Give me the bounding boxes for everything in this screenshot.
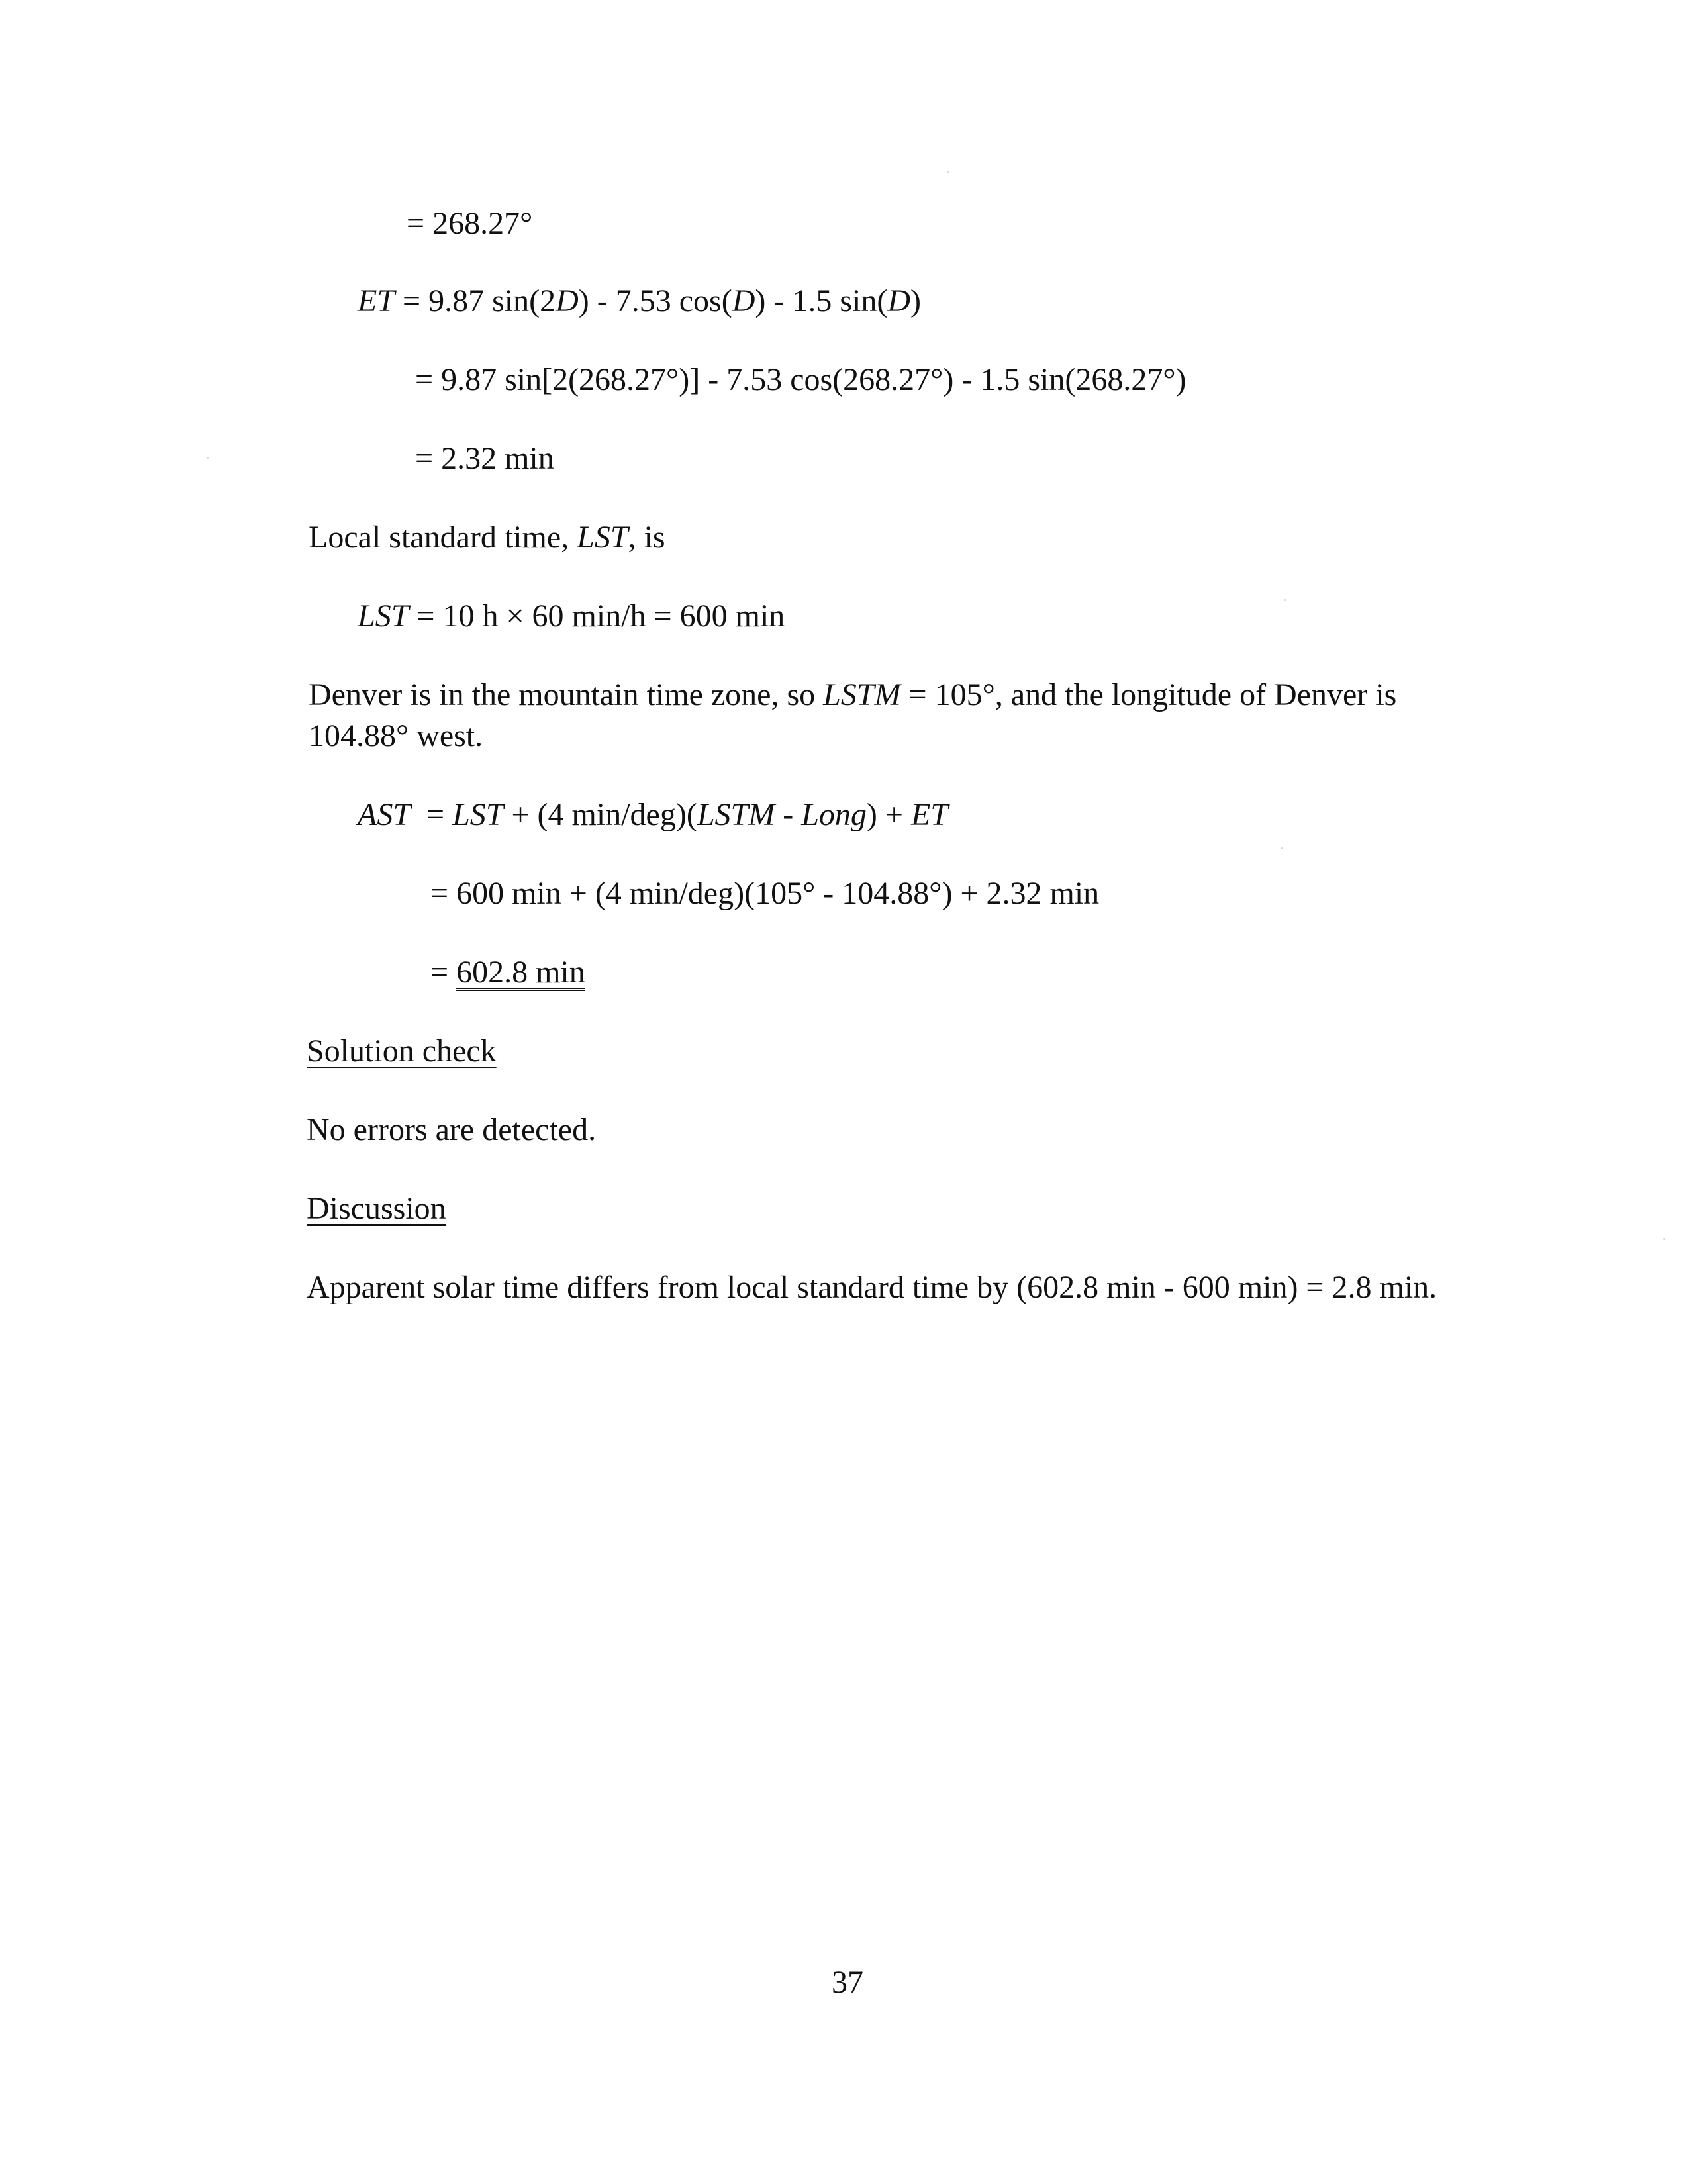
et-formula-part: ) xyxy=(910,283,921,318)
denver-line-2 xyxy=(309,716,483,756)
solution-check-heading-text: Solution check xyxy=(307,1033,497,1068)
solution-check-body: No errors are detected. xyxy=(307,1112,597,1147)
ast-result-line xyxy=(430,953,585,992)
ast-result-eq: = xyxy=(430,955,457,990)
ast-formula-part: ) + xyxy=(866,797,911,832)
et-result-text: = 2.32 min xyxy=(415,441,554,476)
ast-formula-var: LSTM xyxy=(697,797,775,832)
et-label: ET xyxy=(358,283,395,318)
ast-substituted-line xyxy=(430,874,1099,914)
discussion-heading xyxy=(307,1189,446,1229)
lst-intro-text: , is xyxy=(628,520,665,555)
ast-label: AST xyxy=(358,797,411,832)
ast-formula-part: - xyxy=(775,797,802,832)
lst-intro-text: Local standard time, xyxy=(309,520,577,555)
ast-formula-part: = xyxy=(411,797,453,832)
ast-formula-var: ET xyxy=(910,797,948,832)
discussion-body: Apparent solar time differs from local standard time by (602.8 min - 600 min) = 2.8 min. xyxy=(307,1270,1437,1305)
lst-formula-text: = 10 h × 60 min/h = 600 min xyxy=(409,598,785,634)
d-result-line xyxy=(407,204,532,244)
lst-formula-line xyxy=(358,596,785,636)
et-substituted-line xyxy=(415,360,1186,400)
ast-formula-var: Long xyxy=(801,797,867,832)
ast-formula-line xyxy=(358,795,948,835)
et-formula-var: D xyxy=(732,283,755,318)
ast-substituted-text: = 600 min + (4 min/deg)(105° - 104.88°) + 2.32 min xyxy=(430,876,1100,911)
ast-formula-var: LST xyxy=(452,797,504,832)
ast-result-value: 602.8 min xyxy=(456,955,585,990)
solution-check-heading xyxy=(307,1031,497,1071)
et-result-line xyxy=(415,439,554,479)
solution-check-text xyxy=(307,1110,596,1150)
discussion-heading-text: Discussion xyxy=(307,1191,446,1226)
lst-intro-line xyxy=(309,518,665,557)
denver-text: 104.88° west. xyxy=(309,718,483,753)
et-formula-var: D xyxy=(887,283,911,318)
denver-text: = 105°, and the longitude of Denver is xyxy=(900,677,1397,712)
scan-speck xyxy=(1284,599,1286,601)
lst-label: LST xyxy=(358,598,409,634)
page-number: 37 xyxy=(832,1965,863,2000)
et-formula-part: ) - 1.5 sin( xyxy=(755,283,888,318)
ast-formula-part: + (4 min/deg)( xyxy=(503,797,697,832)
lst-intro-var: LST xyxy=(577,520,628,555)
scan-speck xyxy=(207,457,209,459)
et-formula-part: ) - 7.53 cos( xyxy=(578,283,732,318)
et-formula-part: = 9.87 sin(2 xyxy=(395,283,556,318)
et-substituted-text: = 9.87 sin[2(268.27°)] - 7.53 cos(268.27°) - 1.5 sin(268.27°) xyxy=(415,362,1186,397)
d-result-text: = 268.27° xyxy=(407,206,533,241)
denver-var: LSTM xyxy=(823,677,901,712)
denver-line-1 xyxy=(309,675,1396,715)
denver-text: Denver is in the mountain time zone, so xyxy=(309,677,824,712)
et-formula-line xyxy=(358,281,921,321)
discussion-text xyxy=(307,1268,1437,1307)
scan-speck xyxy=(947,171,949,173)
scan-speck xyxy=(1281,847,1283,849)
scan-speck xyxy=(1663,1238,1665,1240)
et-formula-var: D xyxy=(556,283,579,318)
